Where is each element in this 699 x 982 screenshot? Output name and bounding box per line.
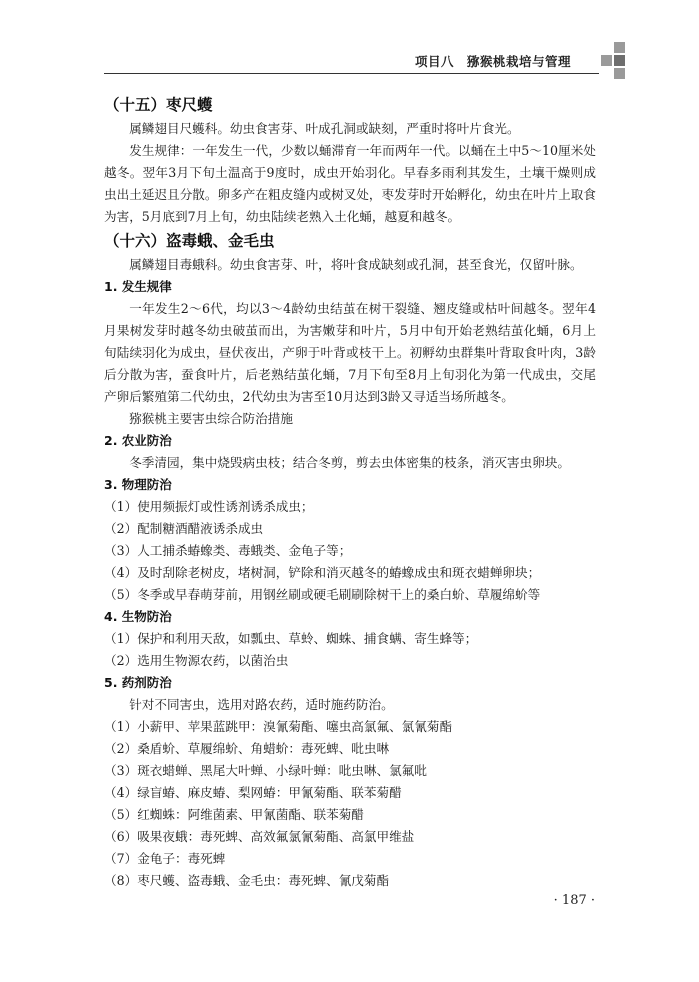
list-item: （6）吸果夜蛾：毒死蜱、高效氟氯氰菊酯、高氯甲维盐: [104, 829, 415, 844]
list-item: （1）小薪甲、苹果蓝跳甲：溴氰菊酯、噻虫高氯氟、氯氰菊酯: [104, 719, 453, 734]
list-item: （4）及时刮除老树皮，堵树洞，铲除和消灭越冬的蝽蟓成虫和斑衣蜡蝉卵块；: [104, 565, 541, 580]
list-item: （1）使用频振灯或性诱剂诱杀成虫；: [104, 499, 314, 514]
section-title-15: （十五）枣尺蠖: [104, 96, 213, 114]
agricultural-control-text: 冬季清园，集中烧毁病虫枝；结合冬剪，剪去虫体密集的枝条，消灭害虫卵块。: [129, 455, 570, 470]
physical-control-list: [104, 496, 596, 606]
list-item: （3）人工捕杀蝽蟓类、毒蛾类、金龟子等；: [104, 543, 352, 558]
chemical-control-intro: 针对不同害虫，选用对路农药，适时施药防治。: [129, 697, 394, 712]
deco-square-2: [601, 55, 612, 66]
header-divider: [104, 73, 599, 74]
list-item: （8）枣尺蠖、盗毒蛾、金毛虫：毒死蜱、氰戊菊酯: [104, 873, 390, 888]
subheading-agricultural-control: 2. 农业防治: [104, 433, 172, 448]
section-16-intro: 属鳞翅目毒蛾科。幼虫食害芽、叶，将叶食成缺刻或孔洞，甚至食光，仅留叶脉。: [129, 257, 583, 272]
deco-square-1: [614, 42, 625, 53]
list-item: （2）桑盾蚧、草履绵蚧、角蜡蚧：毒死蜱、吡虫啉: [104, 741, 390, 756]
deco-square-3: [614, 55, 625, 66]
running-header-title: 项目八 猕猴桃栽培与管理: [414, 54, 571, 69]
biological-control-list: [104, 628, 596, 672]
list-item: （5）红蜘蛛：阿维菌素、甲氰菌酯、联苯菊醋: [104, 807, 364, 822]
list-item: （1）保护和利用天敌，如瓢虫、草蛉、蜘蛛、捕食螨、寄生蜂等；: [104, 631, 478, 646]
control-measures-intro: 猕猴桃主要害虫综合防治措施: [129, 411, 293, 426]
list-item: （2）选用生物源农药，以菌治虫: [104, 653, 289, 668]
section-15-occurrence: 发生规律：一年发生一代，少数以蛹滞育一年而两年一代。以蛹在土中5～10厘米处越冬。翌年3月下旬土温高于9度时，成虫开始羽化。早春多雨利其发生，土壤干燥则成虫出土延迟且分散。卵多产在粗皮缝内或树叉处，枣发芽时开始孵化，幼虫在叶片上取食为害，5月底到7月上旬，幼虫陆续老熟入土化蛹，越夏和越冬。: [104, 143, 596, 224]
page-content: [104, 92, 596, 892]
subheading-physical-control: 3. 物理防治: [104, 477, 172, 492]
list-item: （5）冬季或早春萌芽前，用钢丝刷或硬毛刷刷除树干上的桑白蚧、草履绵蚧等: [104, 587, 541, 602]
deco-square-4: [614, 68, 625, 79]
page-number: · 187 ·: [553, 893, 595, 908]
list-item: （3）斑衣蜡蝉、黑尾大叶蝉、小绿叶蝉：吡虫啉、氯氟吡: [104, 763, 427, 778]
list-item: （7）金龟子：毒死蜱: [104, 851, 226, 866]
subheading-chemical-control: 5. 药剂防治: [104, 675, 172, 690]
subheading-biological-control: 4. 生物防治: [104, 609, 172, 624]
subheading-occurrence: 1. 发生规律: [104, 279, 172, 294]
section-title-16: （十六）盗毒蛾、金毛虫: [104, 232, 275, 250]
chemical-control-list: [104, 716, 596, 892]
section-15-intro: 属鳞翅目尺蠖科。幼虫食害芽、叶成孔洞或缺刻，严重时将叶片食光。: [129, 121, 520, 136]
section-16-occurrence: 一年发生2～6代，均以3～4龄幼虫结茧在树干裂缝、翘皮缝或枯叶间越冬。翌年4月果树发芽时越冬幼虫破茧而出，为害嫩芽和叶片，5月中旬开始老熟结茧化蛹，6月上旬陆续羽化为成虫，昼伏夜出，产卵于叶背或枝干上。初孵幼虫群集叶背取食叶肉，3龄后分散为害，蚕食叶片，后老熟结茧化蛹，7月下旬至8月上旬羽化为第一代成虫，交尾产卵后繁殖第二代幼虫，2代幼虫为害至10月达到3龄又寻适当场所越冬。: [104, 301, 596, 404]
list-item: （4）绿盲蝽、麻皮蝽、梨网蝽：甲氰菊酯、联苯菊醋: [104, 785, 402, 800]
list-item: （2）配制糖酒醋液诱杀成虫: [104, 521, 264, 536]
